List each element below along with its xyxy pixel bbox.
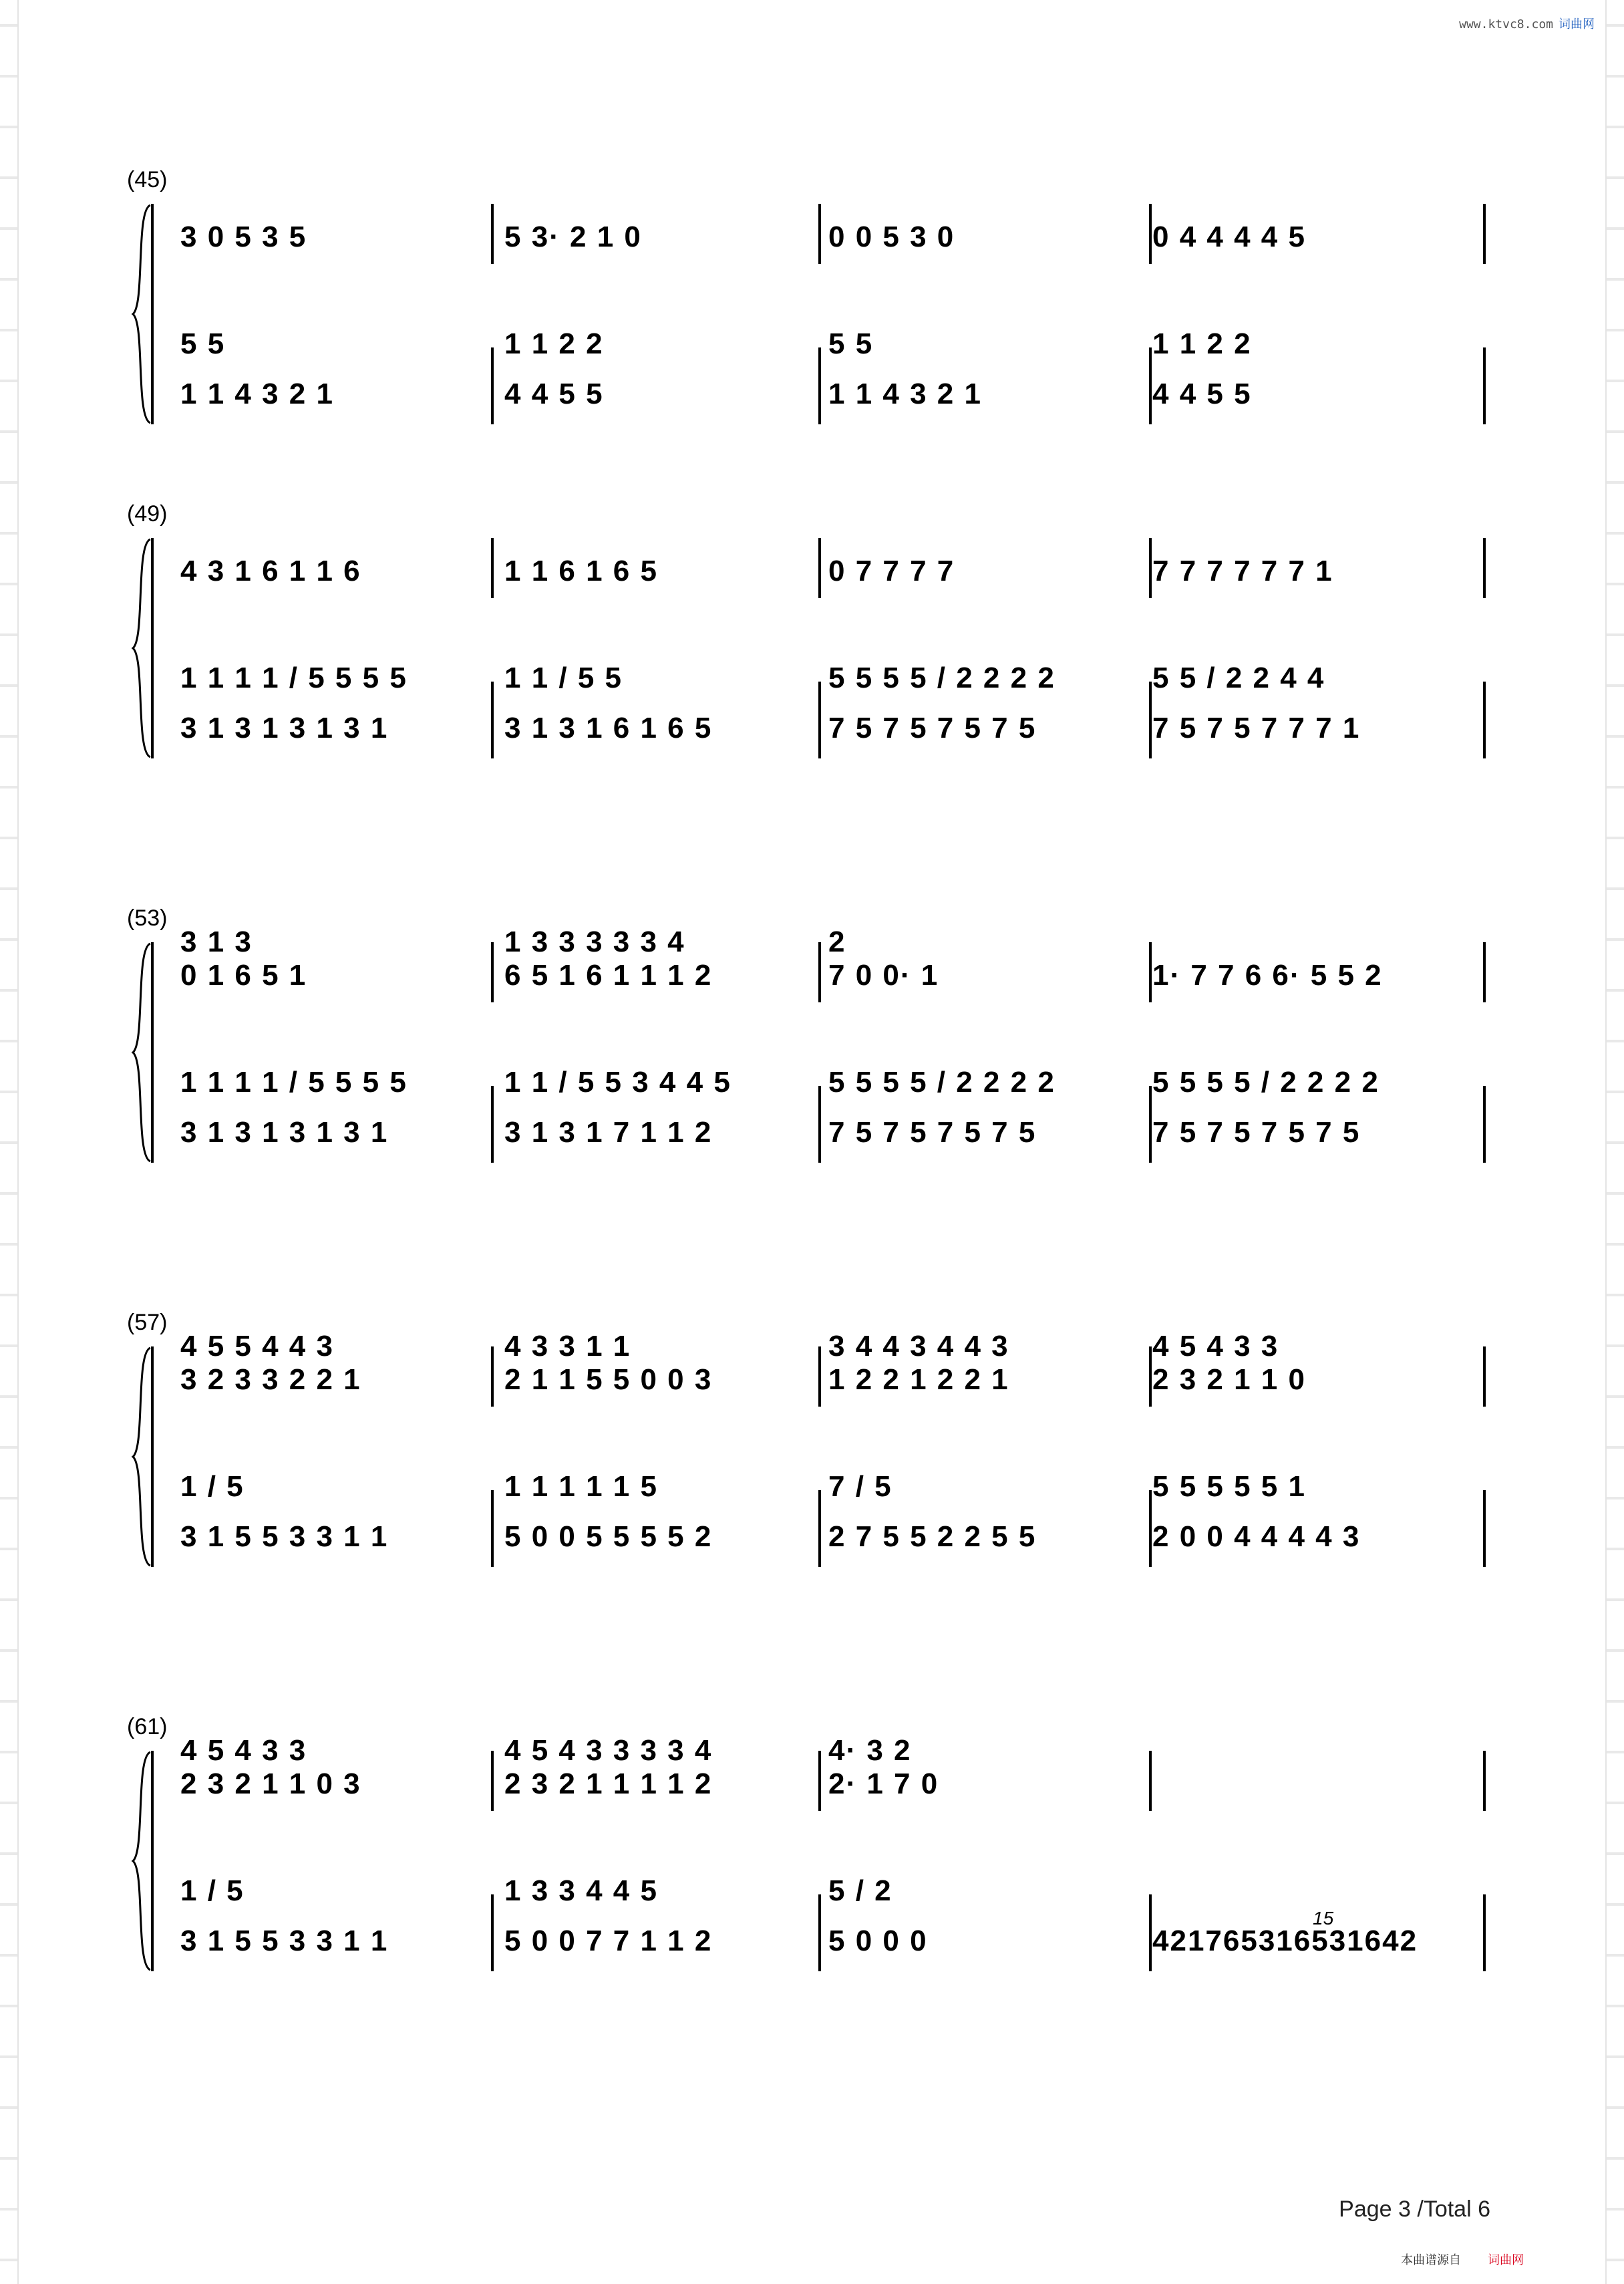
lower-staff-notes [180, 1924, 1476, 1958]
measure-notes [1152, 1767, 1476, 1801]
measure-notes: 4 5 4 3 3 [1152, 1330, 1279, 1363]
measure-notes: 5 0 0 7 7 1 1 2 [504, 1924, 713, 1957]
measure-number: (49) [127, 501, 168, 527]
upper-top-notes [180, 1330, 1476, 1363]
measure-number: (61) [127, 1714, 168, 1739]
measure-notes: 1 1 1 1 / 5 5 5 5 [180, 662, 408, 694]
barline-upper [1483, 538, 1486, 598]
lower-chord-notes [180, 327, 1476, 361]
measure-notes: 1 1 1 1 / 5 5 5 5 [180, 1066, 408, 1099]
measure-notes: 0 0 5 3 0 [828, 221, 955, 253]
measure-notes: 1· 7 7 6 6· 5 5 2 [1152, 959, 1383, 992]
measure-notes: 4 4 5 5 [1152, 378, 1252, 410]
measure-number: (53) [127, 905, 168, 931]
barline-lower [1483, 1490, 1486, 1567]
measure-notes: 5 / 2 [828, 1874, 892, 1907]
measure-notes: 7 5 7 5 7 5 7 5 [828, 712, 1037, 744]
measure-notes: 5 5 [828, 327, 874, 360]
measure-notes: 3 0 5 3 5 [180, 221, 307, 253]
barline-lower [1483, 347, 1486, 424]
measure-notes: 1 3 3 4 4 5 [504, 1874, 658, 1907]
measure-notes: 7 5 7 5 7 5 7 5 [828, 1116, 1037, 1149]
measure-notes: 3 1 3 1 6 1 6 5 [504, 712, 713, 744]
measure-notes: 1 1 2 2 [1152, 327, 1252, 360]
measure-notes: 4 5 5 4 4 3 [180, 1330, 334, 1363]
measure-notes: 7 7 7 7 7 7 1 [1152, 555, 1333, 587]
lower-chord-notes [180, 1874, 1476, 1908]
measure-notes: 1 1 6 1 6 5 [504, 555, 658, 587]
measure-notes: 3 1 3 1 3 1 3 1 [180, 1116, 389, 1149]
measure-number: (45) [127, 167, 168, 192]
measure-notes: 5 3· 2 1 0 [504, 221, 642, 253]
measure-notes: 5 5 / 2 2 4 4 [1152, 662, 1325, 694]
barline-lower [1483, 1086, 1486, 1163]
lower-chord-notes [180, 1066, 1476, 1099]
measure-notes: 1 1 1 1 1 5 [504, 1470, 658, 1503]
measure-notes: 2 3 2 1 1 1 1 2 [504, 1767, 713, 1800]
measure-notes: 7 / 5 [828, 1470, 892, 1503]
measure-notes: 2 3 2 1 1 0 3 [180, 1767, 361, 1800]
footer-brand-right[interactable]: 词曲网 [1488, 2253, 1524, 2267]
measure-notes: 1 1 / 5 5 [504, 662, 623, 694]
measure-notes: 5 5 5 5 / 2 2 2 2 [1152, 1066, 1379, 1099]
measure-notes: 7 5 7 5 7 5 7 5 [1152, 1116, 1361, 1149]
lower-staff-notes [180, 1520, 1476, 1554]
measure-notes: 0 1 6 5 1 [180, 959, 307, 992]
right-margin-stripe [1605, 0, 1624, 2284]
footer-brand [1401, 2251, 1524, 2268]
measure-notes: 1 1 2 2 [504, 327, 604, 360]
measure-notes: 6 5 1 6 1 1 1 2 [504, 959, 713, 992]
measure-notes: 1 2 2 1 2 2 1 [828, 1363, 1009, 1396]
measure-notes: 1 1 4 3 2 1 [828, 378, 982, 410]
measure-notes: 2 7 5 5 2 2 5 5 [828, 1520, 1037, 1553]
measure-notes: 1 1 4 3 2 1 [180, 378, 334, 410]
measure-notes: 5 5 5 5 / 2 2 2 2 [828, 1066, 1055, 1099]
measure-notes: 7 5 7 5 7 7 7 1 [1152, 712, 1361, 744]
lower-staff-notes [180, 1116, 1476, 1149]
measure-notes: 4 5 4 3 3 3 3 4 [504, 1734, 713, 1767]
measure-notes: 5 0 0 5 5 5 5 2 [504, 1520, 713, 1553]
barline-upper [1483, 942, 1486, 1002]
site-header [1459, 15, 1595, 32]
measure-notes: 4 4 5 5 [504, 378, 604, 410]
tuplet-number: 15 [1313, 1908, 1334, 1929]
site-url[interactable]: www.ktvc8.com [1459, 17, 1553, 31]
upper-staff-notes [180, 221, 1476, 254]
measure-notes: 1 / 5 [180, 1470, 245, 1503]
measure-notes: 1 1 / 5 5 3 4 4 5 [504, 1066, 732, 1099]
measure-notes: 4 3 1 6 1 1 6 [180, 555, 361, 587]
barline-lower [1483, 1894, 1486, 1971]
measure-notes: 3 1 5 5 3 3 1 1 [180, 1520, 389, 1553]
system-brace [130, 204, 153, 424]
footer-brand-left: 本曲谱源自 [1401, 2253, 1461, 2267]
measure-notes: 1 / 5 [180, 1874, 245, 1907]
measure-notes: 2· 1 7 0 [828, 1767, 939, 1800]
upper-staff-notes [180, 555, 1476, 588]
system-brace [130, 538, 153, 758]
measure-notes: 3 1 3 [180, 925, 253, 958]
measure-notes: 421765316531642 [1152, 1924, 1418, 1957]
measure-notes: 2 1 1 5 5 0 0 3 [504, 1363, 713, 1396]
measure-notes [1152, 1874, 1476, 1908]
lower-chord-notes [180, 1470, 1476, 1504]
measure-notes: 5 0 0 0 [828, 1924, 928, 1957]
upper-staff-notes [180, 1363, 1476, 1397]
measure-notes: 1 3 3 3 3 3 4 [504, 925, 685, 958]
barline-lower [1483, 682, 1486, 758]
site-brand[interactable]: 词曲网 [1559, 17, 1595, 31]
upper-staff-notes [180, 959, 1476, 992]
measure-notes [1152, 925, 1476, 959]
measure-notes: 3 1 3 1 7 1 1 2 [504, 1116, 713, 1149]
measure-notes: 4· 3 2 [828, 1734, 912, 1767]
upper-top-notes [180, 1734, 1476, 1767]
measure-notes: 3 1 5 5 3 3 1 1 [180, 1924, 389, 1957]
upper-staff-notes [180, 1767, 1476, 1801]
upper-top-notes [180, 925, 1476, 959]
measure-notes: 5 5 [180, 327, 226, 360]
lower-staff-notes [180, 712, 1476, 745]
page-indicator: Page 3 /Total 6 [1339, 2196, 1490, 2222]
measure-notes: 2 3 2 1 1 0 [1152, 1363, 1306, 1396]
measure-notes: 4 3 3 1 1 [504, 1330, 631, 1363]
lower-staff-notes [180, 378, 1476, 411]
measure-notes: 3 2 3 3 2 2 1 [180, 1363, 361, 1396]
measure-notes: 3 4 4 3 4 4 3 [828, 1330, 1009, 1363]
measure-notes: 0 4 4 4 4 5 [1152, 221, 1306, 253]
measure-notes: 2 [828, 925, 846, 958]
measure-notes: 0 7 7 7 7 [828, 555, 955, 587]
measure-notes: 3 1 3 1 3 1 3 1 [180, 712, 389, 744]
measure-notes: 5 5 5 5 / 2 2 2 2 [828, 662, 1055, 694]
left-margin-stripe [0, 0, 19, 2284]
measure-number: (57) [127, 1310, 168, 1335]
measure-notes: 4 5 4 3 3 [180, 1734, 307, 1767]
measure-notes: 7 0 0· 1 [828, 959, 939, 992]
barline-upper [1483, 1346, 1486, 1407]
barline-upper [1483, 204, 1486, 264]
measure-notes: 2 0 0 4 4 4 4 3 [1152, 1520, 1361, 1553]
system-brace [130, 1751, 153, 1971]
system-brace [130, 942, 153, 1163]
measure-notes: 5 5 5 5 5 1 [1152, 1470, 1306, 1503]
lower-chord-notes [180, 662, 1476, 695]
barline-upper [1483, 1751, 1486, 1811]
system-brace [130, 1346, 153, 1567]
measure-notes [1152, 1734, 1476, 1767]
